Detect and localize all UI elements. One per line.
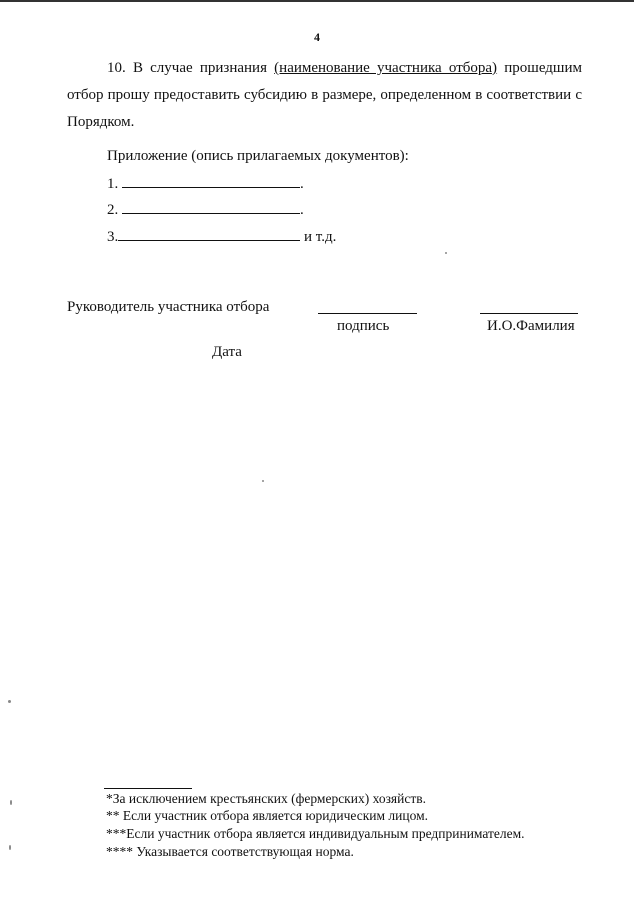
- appendix-item-end: и т.д.: [300, 229, 337, 245]
- appendix-item-number: 2.: [107, 202, 119, 218]
- paragraph-10-suffix: прошедшим: [497, 60, 582, 76]
- appendix-item-2: [107, 201, 304, 219]
- appendix-item-blank[interactable]: [122, 201, 300, 214]
- footnote: **** Указывается соответствующая норма.: [106, 844, 354, 859]
- appendix-item-number: 1.: [107, 176, 119, 192]
- appendix-item-end: .: [300, 202, 304, 218]
- appendix-item-3: [107, 228, 336, 246]
- appendix-item-blank[interactable]: [118, 228, 300, 241]
- appendix-item-1: [107, 175, 304, 193]
- appendix-item-blank[interactable]: [122, 175, 300, 188]
- paragraph-10-line-1: [67, 55, 582, 82]
- paragraph-10-prefix: 10. В случае признания: [107, 60, 275, 76]
- appendix-item-number: 3.: [107, 229, 119, 245]
- scan-speck: [9, 845, 11, 850]
- appendix-item-end: .: [300, 176, 304, 192]
- paragraph-10: [67, 55, 582, 136]
- page-number: 4: [314, 30, 320, 44]
- head-of-participant-label: Руководитель участника отбора: [67, 299, 270, 315]
- full-name-caption: И.О.Фамилия: [487, 318, 575, 334]
- page-top-border: [0, 0, 634, 2]
- paragraph-10-line-2: отбор прошу предоставить субсидию в размере, определенном в соответствии с: [67, 87, 582, 103]
- participant-name-placeholder: (наименование участника отбора): [274, 60, 498, 76]
- scan-speck: [262, 480, 264, 482]
- appendix-heading: Приложение (опись прилагаемых документов):: [107, 148, 409, 164]
- scan-speck: [445, 252, 447, 254]
- signature-line[interactable]: [318, 313, 417, 314]
- signature-caption: подпись: [337, 318, 390, 334]
- scan-speck: [10, 800, 12, 805]
- footnote: *За исключением крестьянских (фермерских) хозяйств.: [106, 791, 426, 806]
- footnote-separator: [104, 788, 192, 789]
- footnote: ***Если участник отбора является индивидуальным предпринимателем.: [106, 826, 525, 841]
- date-label: Дата: [212, 344, 242, 360]
- scan-speck: [8, 700, 11, 703]
- paragraph-10-line-3: Порядком.: [67, 114, 135, 130]
- full-name-line[interactable]: [480, 313, 578, 314]
- footnote: ** Если участник отбора является юридическим лицом.: [106, 808, 429, 823]
